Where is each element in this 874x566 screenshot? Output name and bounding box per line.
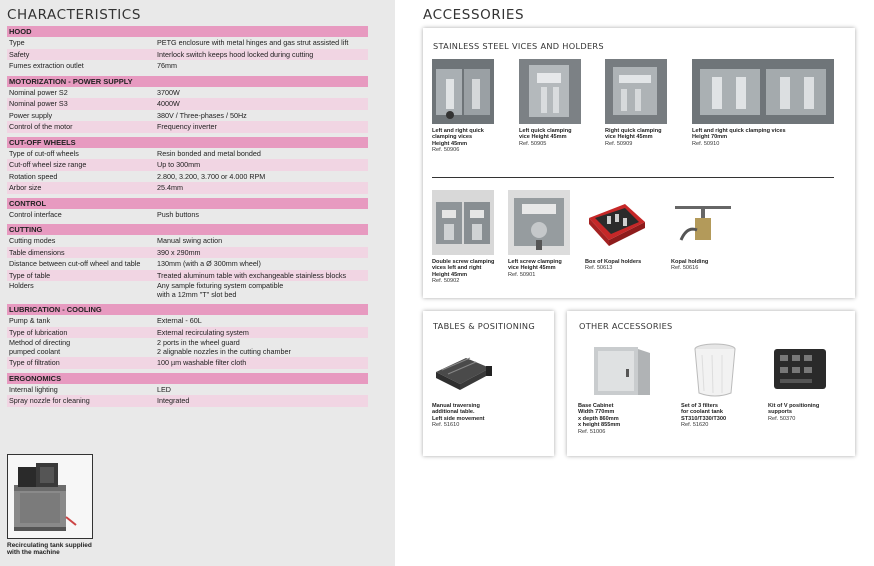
spec-value: Interlock switch keeps hood locked during cutting [157, 49, 314, 59]
spec-row [7, 171, 368, 183]
accessories-title: ACCESSORIES [423, 7, 525, 23]
spec-value: Up to 300mm [157, 160, 201, 169]
spec-key: Type of lubrication [9, 327, 68, 337]
tables-card-title: TABLES & POSITIONING [433, 321, 535, 331]
other-card-title: OTHER ACCESSORIES [579, 321, 673, 331]
spec-key: Control interface [9, 209, 62, 219]
spec-row [7, 235, 368, 247]
spec-value: 25.4mm [157, 183, 183, 192]
spec-row [7, 247, 368, 259]
tables-item-ref: Ref. 51610 [432, 422, 460, 429]
spec-section-heading: ERGONOMICS [7, 373, 368, 384]
spec-section [7, 26, 368, 72]
spec-value: 76mm [157, 61, 177, 70]
spec-row [7, 98, 368, 110]
v-supports-kit-thumb [772, 347, 828, 393]
spec-key: Arbor size [9, 183, 42, 192]
spec-section-heading: CUTTING [7, 224, 368, 235]
vice-thumb-50905 [519, 59, 581, 124]
vice-item-caption: Left and right quick clamping vices Height 70mm [692, 128, 786, 141]
spec-key: Type of cut-off wheels [9, 148, 79, 158]
traversing-table-thumb [432, 344, 494, 394]
spec-key: Spray nozzle for cleaning [9, 396, 90, 405]
vice-item-ref: Ref. 50616 [671, 265, 699, 272]
spec-row [7, 121, 368, 133]
spec-section-heading: MOTORIZATION - POWER SUPPLY [7, 76, 368, 87]
spec-value: 130mm (with a Ø 300mm wheel) [157, 259, 261, 268]
other-item-ref: Ref. 51006 [578, 428, 606, 435]
other-item-caption: Kit of V positioning supports [768, 403, 820, 416]
spec-row [7, 327, 368, 339]
vice-item-caption: Box of Kopal holders [585, 259, 642, 265]
spec-value: LED [157, 384, 171, 394]
spec-key: Cut-off wheel size range [9, 160, 87, 169]
spec-row [7, 395, 368, 407]
spec-key: Pump & tank [9, 316, 51, 325]
vice-item-ref: Ref. 50906 [432, 147, 460, 154]
spec-row [7, 182, 368, 194]
vice-item-caption: Left screw clamping vice Height 45mm [508, 259, 562, 272]
vice-thumb-50910 [692, 59, 834, 124]
spec-section-heading: HOOD [7, 26, 368, 37]
spec-section [7, 198, 368, 221]
spec-key: Nominal power S2 [9, 87, 68, 97]
vice-item-caption: Left and right quick clamping vices Height 45mm [432, 128, 484, 147]
other-item-caption: Base Cabinet Width 770mm x depth 860mm x height 855mm [578, 403, 621, 429]
spec-value: 4000W [157, 99, 180, 108]
spec-row [7, 209, 368, 221]
spec-key: Type [9, 38, 25, 47]
vice-thumb-50909 [605, 59, 667, 124]
spec-key: Control of the motor [9, 122, 73, 131]
vice-item-caption: Kopal holding [671, 259, 709, 265]
spec-value: PETG enclosure with metal hinges and gas strut assisted lift [157, 38, 349, 47]
kopal-holding-thumb-50616 [671, 200, 733, 248]
tank-caption: Recirculating tank supplied with the machine [7, 542, 92, 556]
spec-row [7, 49, 368, 61]
vice-item-ref: Ref. 50902 [432, 278, 460, 285]
kopal-box-thumb-50613 [585, 200, 647, 248]
vice-item-caption: Left quick clamping vice Height 45mm [519, 128, 572, 141]
spec-row [7, 357, 368, 369]
spec-key: Type of filtration [9, 358, 60, 367]
vice-item-ref: Ref. 50910 [692, 140, 720, 147]
base-cabinet-thumb [590, 343, 652, 401]
spec-value: Manual swing action [157, 236, 223, 245]
spec-value: Treated aluminum table with exchangeable stainless blocks [157, 270, 347, 280]
spec-key: Holders [9, 281, 34, 290]
spec-table [7, 26, 368, 411]
spec-section [7, 304, 368, 369]
filters-thumb [692, 341, 738, 401]
spec-value: Frequency inverter [157, 122, 217, 131]
spec-section-heading: LUBRICATION - COOLING [7, 304, 368, 315]
spec-row [7, 159, 368, 171]
vice-thumb-50902 [432, 190, 494, 255]
spec-value: Push buttons [157, 209, 199, 219]
spec-key: Safety [9, 49, 30, 59]
spec-section-heading: CUT-OFF WHEELS [7, 137, 368, 148]
spec-section [7, 76, 368, 133]
spec-section [7, 224, 368, 300]
spec-section [7, 137, 368, 194]
spec-value: 2 ports in the wheel guard 2 alignable nozzles in the cutting chamber [157, 338, 291, 356]
spec-key: Fumes extraction outlet [9, 61, 84, 70]
spec-row [7, 258, 368, 270]
vices-card-title: STAINLESS STEEL VICES AND HOLDERS [433, 41, 604, 51]
other-item-ref: Ref. 51620 [681, 422, 709, 429]
spec-key: Cutting modes [9, 236, 56, 245]
spec-row [7, 270, 368, 282]
vice-item-ref: Ref. 50909 [605, 140, 633, 147]
vice-thumb-50906 [432, 59, 494, 124]
spec-value: 100 µm washable filter cloth [157, 358, 247, 367]
characteristics-panel [0, 0, 395, 566]
spec-value: 380V / Three-phases / 50Hz [157, 110, 247, 120]
spec-row [7, 110, 368, 122]
spec-value: Integrated [157, 396, 190, 405]
recirculating-tank-image [7, 454, 93, 539]
spec-key: Distance between cut-off wheel and table [9, 259, 141, 268]
spec-row [7, 315, 368, 327]
vices-divider [432, 177, 834, 178]
spec-key: Table dimensions [9, 247, 65, 257]
spec-key: Nominal power S3 [9, 99, 68, 108]
spec-row [7, 281, 368, 300]
spec-value: External recirculating system [157, 327, 249, 337]
vice-item-caption: Double screw clamping vices left and right Height 45mm [432, 259, 495, 278]
spec-value: External - 60L [157, 316, 202, 325]
spec-row [7, 87, 368, 99]
spec-row [7, 384, 368, 396]
spec-section [7, 373, 368, 407]
spec-value: Resin bonded and metal bonded [157, 148, 261, 158]
spec-value: Any sample fixturing system compatible with a 12mm "T" slot bed [157, 281, 284, 299]
spec-row [7, 338, 368, 357]
vice-item-ref: Ref. 50905 [519, 140, 547, 147]
other-item-ref: Ref. 50370 [768, 415, 796, 422]
spec-key: Method of directing pumped coolant [9, 338, 71, 356]
spec-key: Internal lighting [9, 384, 58, 394]
spec-value: 2.800, 3.200, 3.700 or 4.000 RPM [157, 171, 266, 181]
spec-section-heading: CONTROL [7, 198, 368, 209]
tables-item-caption: Manual traversing additional table. Left side movement [432, 403, 485, 422]
vice-item-ref: Ref. 50901 [508, 271, 536, 278]
vice-thumb-50901 [508, 190, 570, 255]
spec-row [7, 37, 368, 49]
spec-value: 3700W [157, 87, 180, 97]
vice-item-ref: Ref. 50613 [585, 265, 613, 272]
spec-value: 390 x 290mm [157, 247, 201, 257]
other-item-caption: Set of 3 filters for coolant tank ST310/T330/T300 [681, 403, 727, 422]
spec-row [7, 148, 368, 160]
spec-key: Rotation speed [9, 171, 58, 181]
spec-key: Power supply [9, 110, 53, 120]
vice-item-caption: Right quick clamping vice Height 45mm [605, 128, 662, 141]
spec-key: Type of table [9, 270, 51, 280]
spec-row [7, 60, 368, 72]
characteristics-title: CHARACTERISTICS [7, 7, 142, 23]
